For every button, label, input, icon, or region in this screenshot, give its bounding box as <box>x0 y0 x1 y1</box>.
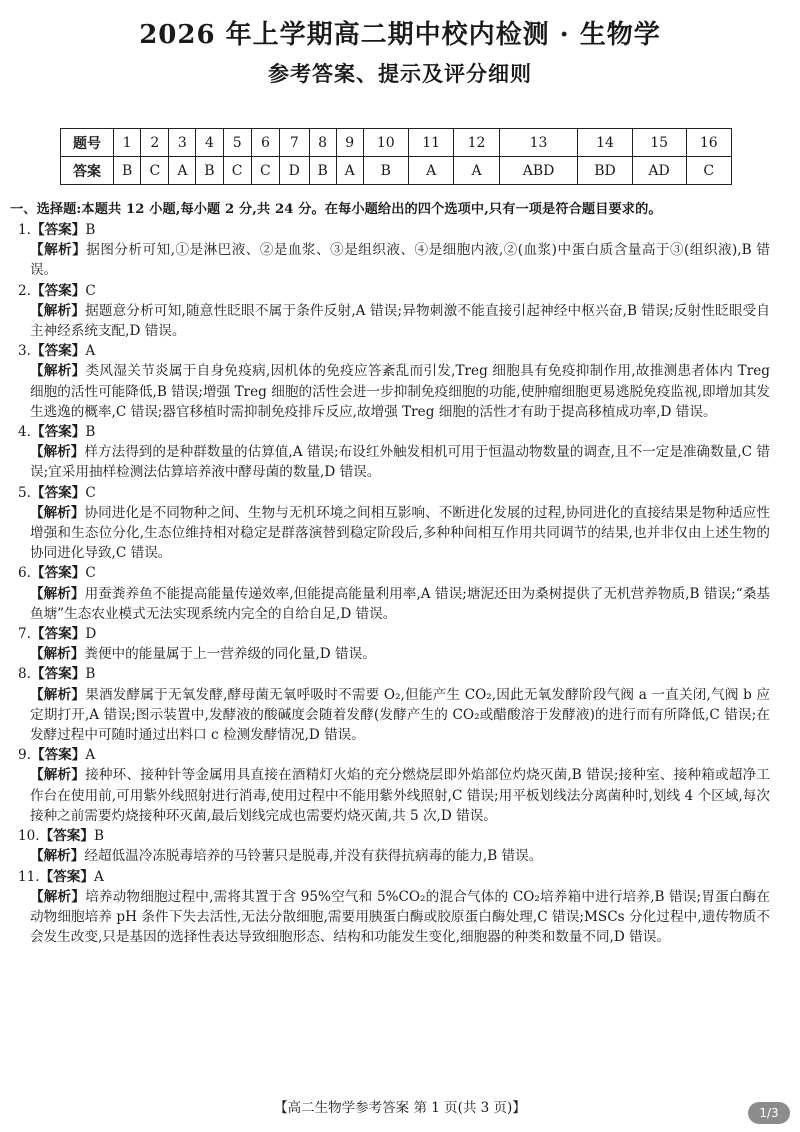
analysis-paragraph <box>30 442 770 482</box>
analysis-tag: 【解析】 <box>30 585 85 602</box>
question-number-cell: 16 <box>686 129 731 157</box>
question-number: 1. <box>18 222 31 238</box>
answer-line <box>18 422 770 442</box>
analysis-text: 经超低温冷冻脱毒培养的马铃薯只是脱毒,并没有获得抗病毒的能力,B 错误。 <box>84 848 543 865</box>
answer-line <box>18 220 770 240</box>
answer-tag: 【答案】 <box>30 484 86 501</box>
question-number-cell: 5 <box>223 129 251 157</box>
page-footer: 【高二生物学参考答案 第 1 页(共 3 页)】 <box>274 1100 526 1116</box>
question-number-cell: 7 <box>280 129 309 157</box>
page-title: 2026 年上学期高二期中校内检测 · 生物学 <box>139 20 661 50</box>
answer-cell: B <box>114 157 141 185</box>
analysis-tag: 【解析】 <box>30 302 86 319</box>
answer-cell: A <box>408 157 453 185</box>
analysis-tag: 【解析】 <box>30 767 86 784</box>
analysis-text: 接种环、接种针等金属用具直接在酒精灯火焰的充分燃烧层即外焰部位灼烧灭菌,B 错误;接种室、接种箱或超净工作台在使用前,可用紫外线照射进行消毒,使用过程中不能用紫外线照射,C 错误;用平板划线法分离菌种时,划线 4 个区域,每次接种之前需要灼烧接种环灭菌,最后划线完成也需要灼烧灭菌,共 5 次,D 错误。 <box>30 767 770 824</box>
answer-value: B <box>85 424 96 441</box>
answer-line <box>18 664 770 684</box>
question-number-cell: 12 <box>454 129 499 157</box>
question-item <box>18 745 770 826</box>
question-number: 4. <box>18 424 31 441</box>
analysis-paragraph <box>30 887 770 948</box>
answer-tag: 【答案】 <box>30 626 86 643</box>
analysis-paragraph <box>30 644 770 664</box>
answer-tag: 【答案】 <box>30 343 86 360</box>
question-number: 8. <box>18 666 31 683</box>
question-item <box>18 624 770 664</box>
answer-value: C <box>85 565 96 582</box>
answer-tag: 【答案】 <box>39 828 94 845</box>
section-heading: 一、选择题:本题共 12 小题,每小题 2 分,共 24 分。在每小题给出的四个选项中,只有一项是符合题目要求的。 <box>10 202 662 217</box>
question-item <box>18 563 770 624</box>
answer-line <box>18 826 770 846</box>
question-number-cell: 2 <box>141 129 169 157</box>
answer-cell: AD <box>632 157 686 185</box>
question-item <box>18 341 770 422</box>
page-indicator[interactable]: 1/3 <box>748 1102 790 1124</box>
answer-value: A <box>94 868 104 885</box>
answer-cell: B <box>309 157 336 185</box>
answer-cell: A <box>336 157 363 185</box>
analysis-text: 协同进化是不同物种之间、生物与无机环境之间相互影响、不断进化发展的过程,协同进化的直接结果是物种适应性增强和生态位分化,生态位维持相对稳定是群落演替到稳定阶段后,多种种间相互作用共同调节的结果,也并非仅由上述生物的协同进化导致,C 错误。 <box>30 504 770 562</box>
answer-line <box>18 624 770 644</box>
analysis-tag: 【解析】 <box>30 504 85 521</box>
answer-tag: 【答案】 <box>30 666 86 683</box>
analysis-tag: 【解析】 <box>30 646 85 663</box>
answer-cell: ABD <box>499 157 578 185</box>
question-number-cell: 8 <box>309 129 336 157</box>
question-number: 11. <box>18 868 40 885</box>
question-item <box>18 422 770 483</box>
analysis-paragraph <box>30 685 770 746</box>
answer-cell: B <box>363 157 408 185</box>
answer-value: C <box>85 282 96 299</box>
answer-value: B <box>94 828 104 845</box>
question-number-cell: 10 <box>363 129 408 157</box>
answer-line <box>18 745 770 765</box>
question-number: 10. <box>18 828 40 845</box>
analysis-paragraph <box>30 240 770 280</box>
answer-value: B <box>85 222 96 238</box>
question-number-cell: 15 <box>632 129 686 157</box>
analysis-paragraph <box>30 584 770 624</box>
question-number: 7. <box>18 626 31 643</box>
answer-tag: 【答案】 <box>30 424 86 441</box>
question-number-cell: 11 <box>408 129 453 157</box>
question-number-cell: 14 <box>578 129 632 157</box>
question-number-cell: 4 <box>196 129 223 157</box>
analysis-paragraph <box>30 301 770 341</box>
answer-header: 答案 <box>61 157 114 185</box>
question-item <box>18 281 770 342</box>
answer-tag: 【答案】 <box>39 868 94 885</box>
page-subtitle: 参考答案、提示及评分细则 <box>268 61 532 86</box>
answer-cell: B <box>196 157 223 185</box>
answer-value: D <box>85 626 97 643</box>
answer-line <box>18 341 770 361</box>
question-number-header: 题号 <box>61 129 114 157</box>
answer-cell: C <box>141 157 169 185</box>
analysis-tag: 【解析】 <box>30 444 85 461</box>
answer-line <box>18 867 770 887</box>
analysis-tag: 【解析】 <box>30 686 86 703</box>
answer-tag: 【答案】 <box>30 565 86 582</box>
answer-cell: C <box>223 157 251 185</box>
question-number-row <box>61 129 732 157</box>
analysis-text: 样方法得到的是种群数量的估算值,A 错误;布设红外触发相机可用于恒温动物数量的调查,且不一定是准确数量,C 错误;宜采用抽样检测法估算培养液中酵母菌的数量,D 错误。 <box>30 444 771 481</box>
question-number-cell: 13 <box>499 129 578 157</box>
answer-cell: D <box>280 157 309 185</box>
answer-cell: C <box>251 157 279 185</box>
question-number: 6. <box>18 565 31 582</box>
analysis-paragraph <box>30 846 770 866</box>
analysis-text: 类风湿关节炎属于自身免疫病,因机体的免疫应答紊乱而引发,Treg 细胞具有免疫抑制作用,故推测患者体内 Treg 细胞的活性可能降低,B 错误;增强 Treg 细胞的活性会进一步抑制免疫细胞的功能,使肿瘤细胞更易逃脱免疫监视,即增加其发生逃逸的概率,C 错误;器官移植时需抑制免疫排斥反应,故增强 Treg 细胞的活性才有助于提高移植成功率,D 错误。 <box>30 363 770 420</box>
answer-line <box>18 281 770 301</box>
analysis-text: 培养动物细胞过程中,需将其置于含 95%空气和 5%CO₂的混合气体的 CO₂培养箱中进行培养,B 错误;胃蛋白酶在动物细胞培养 pH 条件下失去活性,无法分散细胞,需要用胰蛋白酶或胶原蛋白酶处理,C 错误;MSCs 分化过程中,遗传物质不会发生改变,只是基因的选择性表达导致细胞形态、结构和功能发生变化,细胞器的种类和数量不同,D 错误。 <box>30 888 771 946</box>
answer-cell: BD <box>578 157 632 185</box>
answer-value: C <box>85 484 96 501</box>
answer-line <box>18 483 770 503</box>
analysis-text: 据题意分析可知,随意性眨眼不属于条件反射,A 错误;异物刺激不能直接引起神经中枢兴奋,B 错误;反射性眨眼受自主神经系统支配,D 错误。 <box>30 302 771 340</box>
question-number: 5. <box>18 484 31 501</box>
analysis-tag: 【解析】 <box>30 363 86 380</box>
question-item <box>18 664 770 745</box>
analysis-tag: 【解析】 <box>30 888 86 905</box>
question-number: 3. <box>18 343 31 360</box>
question-number-cell: 6 <box>251 129 279 157</box>
analysis-paragraph <box>30 765 770 826</box>
analysis-text: 用蚕粪养鱼不能提高能量传递效率,但能提高能量利用率,A 错误;塘泥还田为桑树提供了无机营养物质,B 错误;“桑基鱼塘”生态农业模式无法实现系统内完全的自给自足,D 错误。 <box>30 585 770 622</box>
question-number-cell: 9 <box>336 129 363 157</box>
answer-value: A <box>85 747 96 764</box>
answer-row <box>61 157 732 185</box>
question-number-cell: 1 <box>114 129 141 157</box>
answer-cell: A <box>454 157 499 185</box>
answer-tag: 【答案】 <box>30 282 86 299</box>
question-number-cell: 3 <box>169 129 196 157</box>
analysis-paragraph <box>30 361 770 422</box>
analysis-text: 粪便中的能量属于上一营养级的同化量,D 错误。 <box>84 646 376 663</box>
answer-tag: 【答案】 <box>30 222 86 238</box>
question-list <box>18 220 770 947</box>
question-item <box>18 826 770 866</box>
answer-value: B <box>85 666 96 683</box>
answer-line <box>18 563 770 583</box>
analysis-text: 果酒发酵属于无氧发酵,酵母菌无氧呼吸时不需要 O₂,但能产生 CO₂,因此无氧发酵阶段气阀 a 一直关闭,气阀 b 应定期打开,A 错误;图示装置中,发酵液的酸碱度会随着发酵(发酵产生的 CO₂或醋酸溶于发酵液)的进行而有所降低,C 错误;在发酵过程中可随时通过出料口 c 检测发酵情况,D 错误。 <box>30 686 771 744</box>
question-number: 2. <box>18 282 31 299</box>
answer-cell: C <box>686 157 731 185</box>
question-number: 9. <box>18 747 31 764</box>
answer-tag: 【答案】 <box>30 747 86 764</box>
analysis-tag: 【解析】 <box>30 848 85 865</box>
answer-cell: A <box>169 157 196 185</box>
analysis-tag: 【解析】 <box>30 242 87 259</box>
question-item <box>18 867 770 948</box>
analysis-paragraph <box>30 503 770 564</box>
answer-table <box>60 128 732 185</box>
analysis-text: 据图分析可知,①是淋巴液、②是血浆、③是组织液、④是细胞内液,②(血浆)中蛋白质含量高于③(组织液),B 错误。 <box>30 242 771 279</box>
question-item <box>18 220 770 281</box>
answer-value: A <box>85 343 96 360</box>
question-item <box>18 483 770 564</box>
